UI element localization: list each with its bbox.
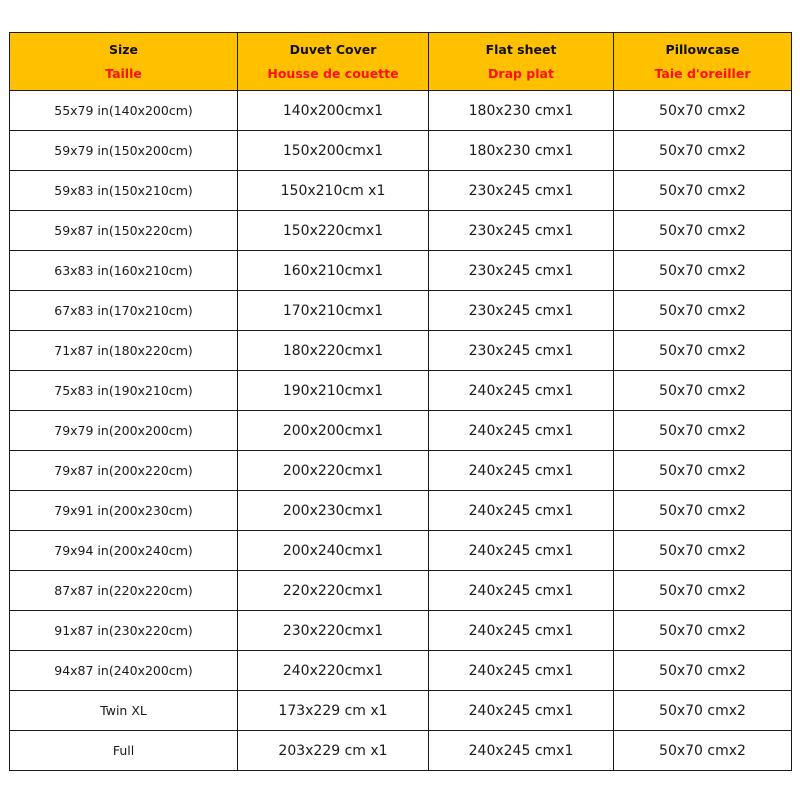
size-cell: 67x83 in(170x210cm) — [10, 291, 238, 331]
duvet-cover-cell: 150x220cmx1 — [238, 211, 429, 251]
table-row — [10, 451, 792, 491]
flat-sheet-cell: 240x245 cmx1 — [429, 611, 614, 651]
flat-sheet-cell: 240x245 cmx1 — [429, 691, 614, 731]
flat-sheet-cell: 230x245 cmx1 — [429, 291, 614, 331]
size-cell: 59x79 in(150x200cm) — [10, 131, 238, 171]
flat-sheet-cell: 230x245 cmx1 — [429, 331, 614, 371]
table-header — [10, 33, 792, 91]
size-chart-table — [9, 32, 792, 771]
duvet-cover-cell: 230x220cmx1 — [238, 611, 429, 651]
table-row — [10, 611, 792, 651]
flat-sheet-cell: 230x245 cmx1 — [429, 211, 614, 251]
duvet-cover-cell: 173x229 cm x1 — [238, 691, 429, 731]
size-cell: 79x87 in(200x220cm) — [10, 451, 238, 491]
size-cell: 55x79 in(140x200cm) — [10, 91, 238, 131]
duvet-cover-cell: 150x200cmx1 — [238, 131, 429, 171]
duvet-cover-cell: 170x210cmx1 — [238, 291, 429, 331]
duvet-cover-cell: 200x240cmx1 — [238, 531, 429, 571]
size-cell: Twin XL — [10, 691, 238, 731]
header-flat-sheet-fr: Drap plat — [488, 65, 554, 81]
table-row — [10, 371, 792, 411]
pillowcase-cell: 50x70 cmx2 — [614, 371, 792, 411]
pillowcase-cell: 50x70 cmx2 — [614, 171, 792, 211]
duvet-cover-cell: 200x220cmx1 — [238, 451, 429, 491]
flat-sheet-cell: 240x245 cmx1 — [429, 651, 614, 691]
pillowcase-cell: 50x70 cmx2 — [614, 131, 792, 171]
pillowcase-cell: 50x70 cmx2 — [614, 691, 792, 731]
header-size-en: Size — [108, 41, 139, 57]
flat-sheet-cell: 240x245 cmx1 — [429, 491, 614, 531]
header-pillowcase-en: Pillowcase — [665, 41, 740, 57]
table-row — [10, 531, 792, 571]
size-cell: 91x87 in(230x220cm) — [10, 611, 238, 651]
pillowcase-cell: 50x70 cmx2 — [614, 651, 792, 691]
flat-sheet-cell: 180x230 cmx1 — [429, 131, 614, 171]
size-cell: 59x83 in(150x210cm) — [10, 171, 238, 211]
pillowcase-cell: 50x70 cmx2 — [614, 451, 792, 491]
flat-sheet-cell: 240x245 cmx1 — [429, 411, 614, 451]
header-duvet-cover-fr: Housse de couette — [267, 65, 399, 81]
size-cell: 79x79 in(200x200cm) — [10, 411, 238, 451]
table-row — [10, 131, 792, 171]
header-flat-sheet-en: Flat sheet — [485, 41, 557, 57]
pillowcase-cell: 50x70 cmx2 — [614, 531, 792, 571]
flat-sheet-cell: 180x230 cmx1 — [429, 91, 614, 131]
table-row — [10, 571, 792, 611]
flat-sheet-cell: 240x245 cmx1 — [429, 451, 614, 491]
duvet-cover-cell: 220x220cmx1 — [238, 571, 429, 611]
header-size-fr: Taille — [105, 65, 142, 81]
header-flat-sheet — [429, 33, 614, 91]
header-pillowcase-fr: Taie d'oreiller — [654, 65, 751, 81]
size-cell: Full — [10, 731, 238, 771]
size-cell: 63x83 in(160x210cm) — [10, 251, 238, 291]
table-row — [10, 171, 792, 211]
table-row — [10, 491, 792, 531]
duvet-cover-cell: 240x220cmx1 — [238, 651, 429, 691]
header-duvet-cover — [238, 33, 429, 91]
pillowcase-cell: 50x70 cmx2 — [614, 731, 792, 771]
size-cell: 87x87 in(220x220cm) — [10, 571, 238, 611]
pillowcase-cell: 50x70 cmx2 — [614, 491, 792, 531]
duvet-cover-cell: 200x200cmx1 — [238, 411, 429, 451]
table-row — [10, 91, 792, 131]
flat-sheet-cell: 230x245 cmx1 — [429, 251, 614, 291]
pillowcase-cell: 50x70 cmx2 — [614, 291, 792, 331]
header-duvet-cover-en: Duvet Cover — [289, 41, 377, 57]
size-cell: 75x83 in(190x210cm) — [10, 371, 238, 411]
table-row — [10, 411, 792, 451]
header-row — [10, 33, 792, 91]
header-size — [10, 33, 238, 91]
pillowcase-cell: 50x70 cmx2 — [614, 611, 792, 651]
table-row — [10, 731, 792, 771]
table-row — [10, 211, 792, 251]
duvet-cover-cell: 190x210cmx1 — [238, 371, 429, 411]
size-cell: 59x87 in(150x220cm) — [10, 211, 238, 251]
duvet-cover-cell: 150x210cm x1 — [238, 171, 429, 211]
flat-sheet-cell: 240x245 cmx1 — [429, 571, 614, 611]
pillowcase-cell: 50x70 cmx2 — [614, 571, 792, 611]
duvet-cover-cell: 160x210cmx1 — [238, 251, 429, 291]
header-pillowcase — [614, 33, 792, 91]
flat-sheet-cell: 240x245 cmx1 — [429, 731, 614, 771]
table-body — [10, 91, 792, 771]
table-row — [10, 331, 792, 371]
duvet-cover-cell: 140x200cmx1 — [238, 91, 429, 131]
flat-sheet-cell: 230x245 cmx1 — [429, 171, 614, 211]
flat-sheet-cell: 240x245 cmx1 — [429, 531, 614, 571]
table-row — [10, 651, 792, 691]
pillowcase-cell: 50x70 cmx2 — [614, 331, 792, 371]
pillowcase-cell: 50x70 cmx2 — [614, 211, 792, 251]
table-row — [10, 251, 792, 291]
size-cell: 79x94 in(200x240cm) — [10, 531, 238, 571]
size-cell: 94x87 in(240x200cm) — [10, 651, 238, 691]
duvet-cover-cell: 180x220cmx1 — [238, 331, 429, 371]
table-row — [10, 291, 792, 331]
pillowcase-cell: 50x70 cmx2 — [614, 251, 792, 291]
flat-sheet-cell: 240x245 cmx1 — [429, 371, 614, 411]
duvet-cover-cell: 203x229 cm x1 — [238, 731, 429, 771]
pillowcase-cell: 50x70 cmx2 — [614, 411, 792, 451]
table-row — [10, 691, 792, 731]
duvet-cover-cell: 200x230cmx1 — [238, 491, 429, 531]
pillowcase-cell: 50x70 cmx2 — [614, 91, 792, 131]
size-cell: 79x91 in(200x230cm) — [10, 491, 238, 531]
size-cell: 71x87 in(180x220cm) — [10, 331, 238, 371]
